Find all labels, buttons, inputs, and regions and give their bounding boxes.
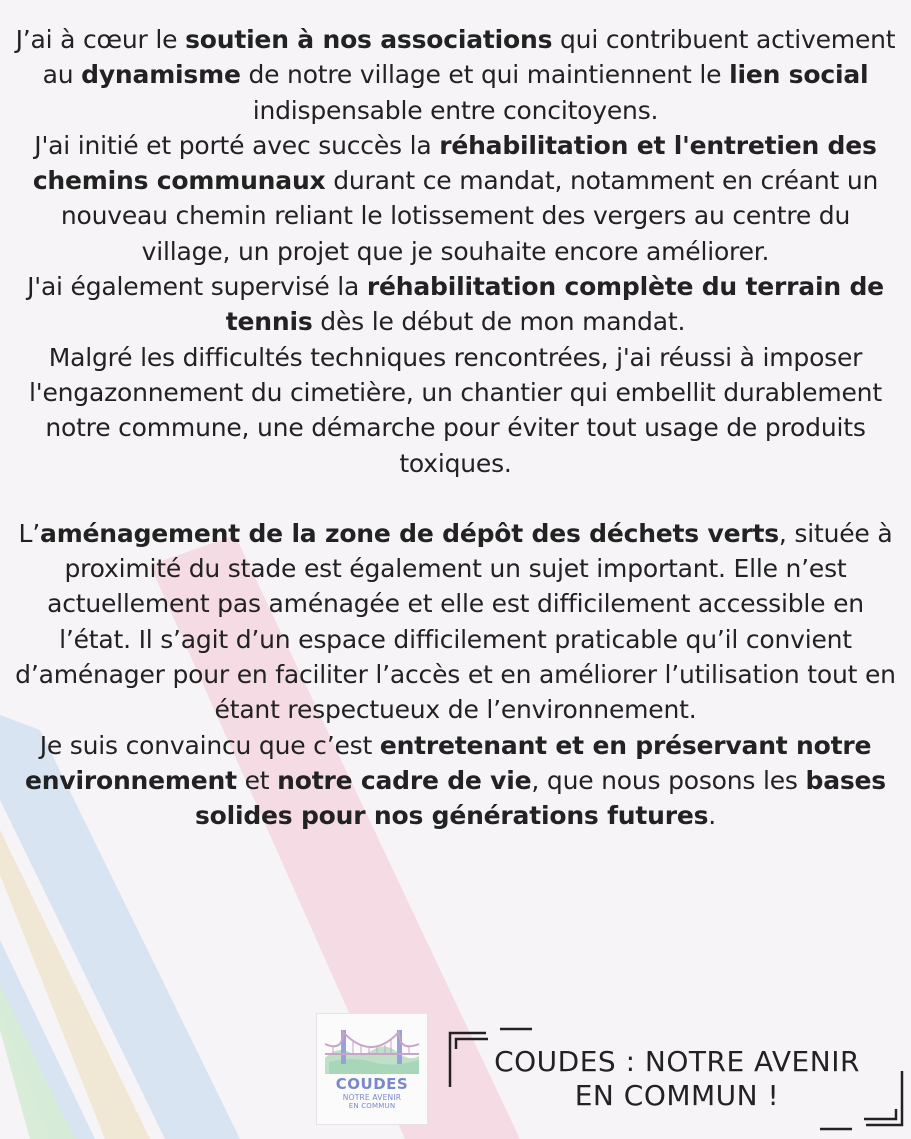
paragraph: [14, 340, 897, 481]
highlight-text: notre cadre de vie: [277, 765, 532, 795]
coudes-logo: [316, 1013, 428, 1125]
paragraph: [14, 22, 897, 128]
text-segment: et: [236, 765, 278, 795]
highlight-text: lien social: [729, 60, 869, 90]
slogan-line1: COUDES : NOTRE AVENIR: [494, 1045, 860, 1078]
highlight-text: réhabilitation complète du terrain de tennis: [225, 272, 884, 337]
text-segment: Je suis convaincu que c’est: [39, 730, 380, 760]
body-text: [14, 22, 897, 834]
logo-subtitle-line2: EN COMMUN: [348, 1102, 396, 1110]
bridge-icon: [323, 1022, 421, 1074]
highlight-text: bases solides pour nos générations futures: [194, 765, 886, 831]
highlight-text: entretenant et en préservant notre environnement: [25, 730, 872, 795]
slogan-box: [448, 1027, 904, 1131]
text-segment: J’ai à cœur le: [15, 25, 186, 54]
text-segment: L’: [18, 518, 41, 548]
logo-title: COUDES: [335, 1075, 409, 1093]
highlight-text: aménagement de la zone de dépôt des déchets verts: [40, 518, 779, 548]
logo-subtitle-line1: NOTRE AVENIR: [342, 1093, 402, 1102]
text-segment: de notre village et qui maintiennent le: [240, 60, 730, 90]
text-segment: , que nous posons les: [531, 765, 806, 795]
paragraph: [14, 269, 897, 340]
paragraph: [14, 516, 897, 728]
highlight-text: réhabilitation et l'entretien des chemins communaux: [32, 130, 877, 196]
text-segment: dès le début de mon mandat.: [312, 307, 686, 337]
slogan-line2: EN COMMUN !: [574, 1079, 780, 1112]
text-segment: , située à proximité du stade est également un sujet important. Elle n’est actuellement pas aménagée et elle est difficilement accessible en l’état. Il s’agit d’un espace difficilement praticable qu’il convient d’aménager pour en faciliter l’accès et en améliorer l’utilisation tout en étant respectueux de l’environnement.: [15, 518, 896, 725]
paragraph: [14, 728, 897, 834]
text-segment: qui contribuent activement au: [42, 25, 896, 90]
highlight-text: soutien à nos associations: [185, 25, 553, 54]
highlight-text: dynamisme: [81, 60, 241, 90]
text-segment: J'ai initié et porté avec succès la: [34, 130, 440, 160]
text-segment: .: [708, 801, 717, 831]
paragraph: [14, 128, 897, 269]
text-segment: durant ce mandat, notamment en créant un nouveau chemin reliant le lotissement des vergers au centre du village, un projet que je souhaite encore améliorer.: [60, 166, 879, 266]
text-segment: Malgré les difficultés techniques rencontrées, j'ai réussi à imposer l'engazonnement du cimetière, un chantier qui embellit durablement notre commune, une démarche pour éviter tout usage de produits toxiques.: [29, 342, 882, 478]
paragraph-spacer: [14, 481, 897, 516]
text-segment: J'ai également supervisé la: [27, 272, 367, 302]
text-segment: indispensable entre concitoyens.: [252, 95, 659, 125]
